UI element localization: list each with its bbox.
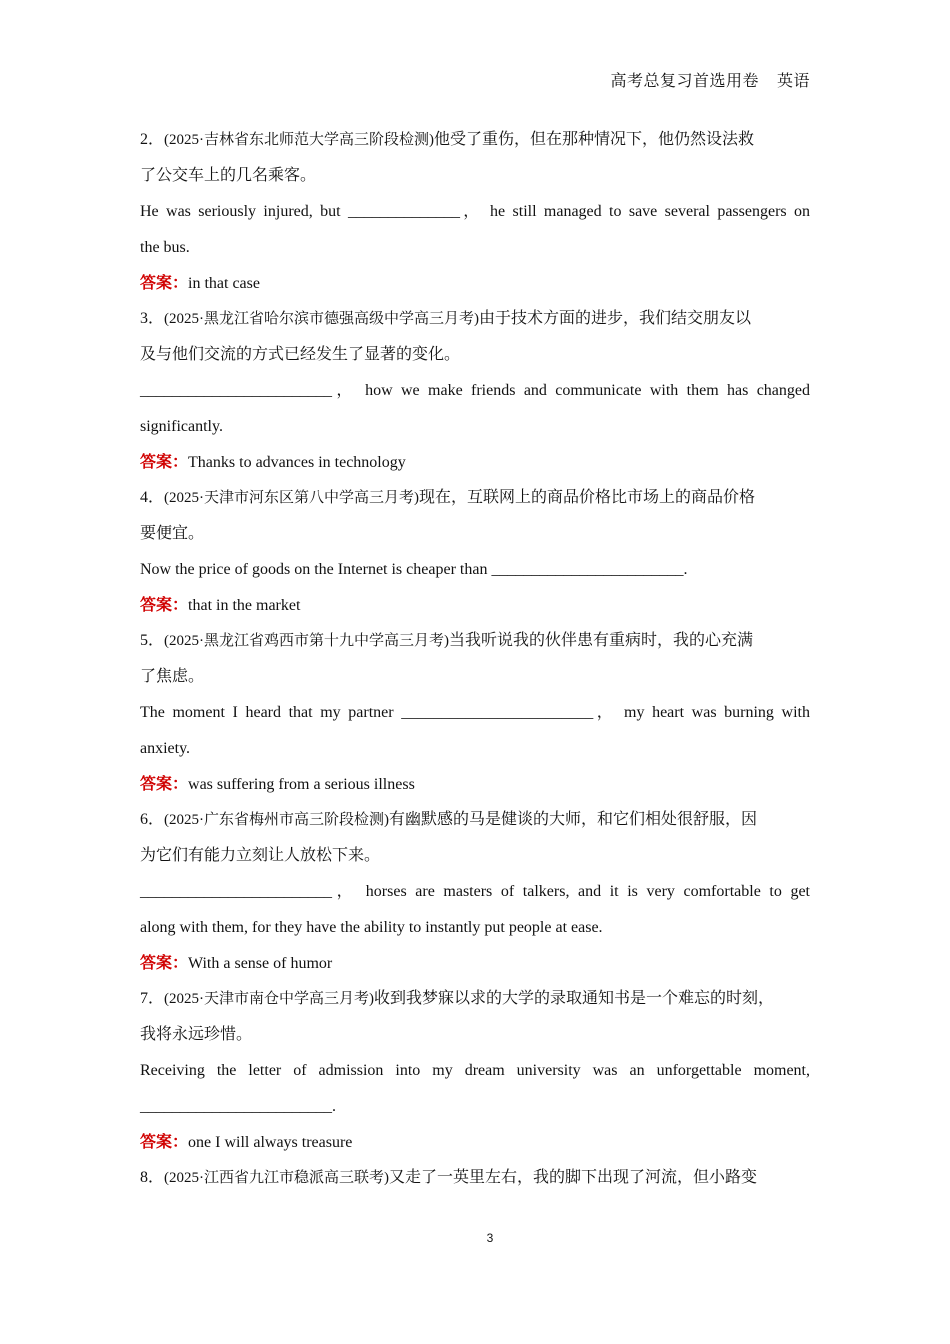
answer-line xyxy=(140,767,810,802)
answer-blank: ________________________ xyxy=(140,382,332,399)
question-prompt: 4．(2025·天津市河东区第八中学高三月考)现在，互联网上的商品价格比市场上的商品价格 xyxy=(140,489,756,506)
answer-label: 答案： xyxy=(140,597,189,614)
sentence-line: The moment I heard that my partner ________________________， my heart was burning with xyxy=(140,704,810,721)
sentence-line: Now the price of goods on the Internet is cheaper than ________________________. xyxy=(140,561,688,578)
question-source: (2025·天津市河东区第八中学高三月考) xyxy=(164,490,420,506)
sentence-line: ________________________， how we make friends and communicate with them has changed xyxy=(140,382,810,399)
page-number: 3 xyxy=(486,1231,494,1245)
answer-line xyxy=(140,946,810,981)
question-source: (2025·江西省九江市稳派高三联考) xyxy=(164,1170,390,1186)
question-prompt: 3．(2025·黑龙江省哈尔滨市德强高级中学高三月考)由于技术方面的进步，我们结交朋友以 xyxy=(140,310,752,327)
answer-blank: ________________________ xyxy=(491,561,684,578)
sentence-line: Receiving the letter of admission into my dream university was an unforgettable moment, xyxy=(140,1062,810,1079)
question-item xyxy=(140,981,810,1160)
question-item xyxy=(140,122,810,301)
sentence-line-cont: along with them, for they have the ability to instantly put people at ease. xyxy=(140,919,603,936)
header-title: 高考总复习首选用卷 xyxy=(610,73,759,90)
answer-blank: ________________________ xyxy=(140,883,332,900)
question-source: (2025·天津市南仓中学高三月考) xyxy=(164,991,375,1007)
answer-label: 答案： xyxy=(140,454,189,471)
question-prompt-cont: 要便宜。 xyxy=(140,525,205,542)
answer-blank: ______________ xyxy=(347,203,460,220)
question-prompt-cont: 及与他们交流的方式已经发生了显著的变化。 xyxy=(140,346,461,363)
question-source: (2025·黑龙江省哈尔滨市德强高级中学高三月考) xyxy=(164,311,480,327)
question-item xyxy=(140,480,810,623)
answer-line xyxy=(140,1125,810,1160)
question-source: (2025·广东省梅州市高三阶段检测) xyxy=(164,812,390,828)
answer-text: With a sense of humor xyxy=(188,955,333,972)
sentence-line-cont: significantly. xyxy=(140,418,223,435)
question-prompt: 7．(2025·天津市南仓中学高三月考)收到我梦寐以求的大学的录取通知书是一个难忘的时刻， xyxy=(140,990,775,1007)
sentence-line-cont: the bus. xyxy=(140,239,190,256)
answer-text: Thanks to advances in technology xyxy=(188,454,406,471)
sentence-line: ________________________， horses are masters of talkers, and it is very comfortable to get xyxy=(140,883,810,900)
question-item xyxy=(140,802,810,981)
answer-blank: ________________________ xyxy=(401,704,594,721)
answer-text: was suffering from a serious illness xyxy=(188,776,415,793)
answer-label: 答案： xyxy=(140,275,189,292)
answer-label: 答案： xyxy=(140,1134,189,1151)
sentence-line-cont: ________________________. xyxy=(140,1098,336,1115)
question-prompt: 5．(2025·黑龙江省鸡西市第十九中学高三月考)当我听说我的伙伴患有重病时，我的心充满 xyxy=(140,632,754,649)
answer-line xyxy=(140,588,810,623)
sentence-line: He was seriously injured, but ______________， he still managed to save several passengers on xyxy=(140,203,810,220)
answer-line xyxy=(140,266,810,301)
question-prompt: 2．(2025·吉林省东北师范大学高三阶段检测)他受了重伤，但在那种情况下，他仍然设法救 xyxy=(140,131,755,148)
question-prompt-cont: 我将永远珍惜。 xyxy=(140,1026,253,1043)
sentence-line-cont: anxiety. xyxy=(140,740,191,757)
question-item xyxy=(140,1160,810,1196)
question-source: (2025·黑龙江省鸡西市第十九中学高三月考) xyxy=(164,633,450,649)
answer-line xyxy=(140,445,810,480)
answer-text: one I will always treasure xyxy=(188,1134,353,1151)
question-item xyxy=(140,301,810,480)
page-header xyxy=(610,68,810,91)
question-prompt-cont: 了焦虑。 xyxy=(140,668,205,685)
answer-label: 答案： xyxy=(140,955,189,972)
question-prompt: 8．(2025·江西省九江市稳派高三联考)又走了一英里左右，我的脚下出现了河流，但小路变 xyxy=(140,1169,758,1186)
question-prompt: 6．(2025·广东省梅州市高三阶段检测)有幽默感的马是健谈的大师，和它们相处很舒服，因 xyxy=(140,811,758,828)
answer-blank: ________________________ xyxy=(140,1098,332,1115)
answer-label: 答案： xyxy=(140,776,189,793)
question-item xyxy=(140,623,810,802)
answer-text: that in the market xyxy=(188,597,301,614)
answer-text: in that case xyxy=(188,275,260,292)
question-prompt-cont: 为它们有能力立刻让人放松下来。 xyxy=(140,847,381,864)
question-list xyxy=(140,122,810,1196)
header-subject: 英语 xyxy=(776,73,810,90)
question-prompt-cont: 了公交车上的几名乘客。 xyxy=(140,167,317,184)
question-source: (2025·吉林省东北师范大学高三阶段检测) xyxy=(164,132,435,148)
